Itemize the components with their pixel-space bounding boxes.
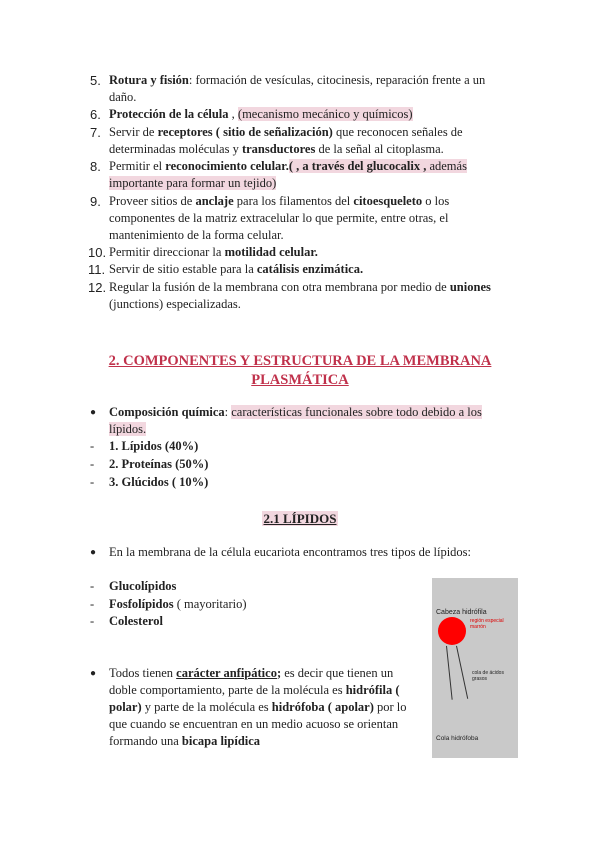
tail-line-icon: [446, 646, 453, 700]
list-item: [90, 279, 510, 313]
text-segment: o los componentes de la matriz extracelular lo que permite, entre otras, el mantenimiento de la forma celular.: [109, 194, 450, 242]
text-segment: ( , a través del glucocalix ,: [288, 159, 430, 173]
list-text: [109, 158, 510, 192]
list-number: 9.: [90, 194, 101, 209]
figure-head-label: Cabeza hidrófila: [436, 609, 487, 616]
list-number: 11.: [88, 262, 106, 277]
lipid-type: - Glucolípidos: [90, 579, 177, 593]
text-segment: Rotura y fisión: [109, 73, 189, 87]
composition-bullet: ● Composición química: características funcionales sobre todo debido a los lípidos.: [90, 405, 482, 436]
lipid-type: - Colesterol: [90, 614, 163, 628]
text-segment: Permitir el: [109, 159, 166, 173]
text-segment: y parte de la molécula es: [141, 700, 272, 714]
figure-tails-label: cola de ácidos grasos: [472, 670, 504, 682]
text-segment: hidrófila ( polar): [109, 683, 400, 714]
text-segment: carácter anfipático: [176, 666, 277, 680]
lipids-intro: En la membrana de la célula eucariota encontramos tres tipos de lípidos:: [109, 545, 472, 559]
text-segment: motilidad celular.: [224, 245, 318, 259]
list-number: 12.: [88, 280, 107, 295]
text-segment: reconocimiento celular.: [165, 159, 289, 173]
text-segment: es decir que tienen un doble comportamiento, parte de la molécula es: [109, 666, 394, 697]
list-text: [109, 72, 510, 106]
list-number: 5.: [90, 73, 101, 88]
text-segment: Todos tienen: [109, 666, 177, 680]
list-number: 6.: [90, 107, 101, 122]
list-item: [90, 106, 510, 123]
text-segment: Servir de sitio estable para la: [109, 262, 257, 276]
composition-item: - 2. Proteínas (50%): [90, 457, 209, 471]
text-segment: anclaje: [195, 194, 234, 208]
text-segment: Proveer sitios de: [109, 194, 196, 208]
list-text: [109, 193, 510, 244]
composition-item: - 1. Lípidos (40%): [90, 439, 199, 453]
list-number: 7.: [90, 125, 101, 140]
text-segment: para los filamentos del: [233, 194, 354, 208]
text-segment: que reconocen señales de determinadas moléculas y: [109, 125, 463, 156]
composition-text: características funcionales sobre todo debido a los lípidos.: [109, 405, 482, 436]
figure-tail-label: Cola hidrófoba: [436, 735, 479, 742]
text-segment: Servir de: [109, 125, 158, 139]
text-segment: (mecanismo mecánico y químicos): [237, 107, 413, 121]
list-number: 8.: [90, 159, 101, 174]
text-segment: Permitir direccionar la: [109, 245, 225, 259]
list-item: [90, 261, 510, 278]
text-segment: ,: [228, 107, 238, 121]
subsection-heading: 2.1 LÍPIDOS: [263, 511, 337, 526]
text-segment: transductores: [241, 142, 316, 156]
text-segment: receptores ( sitio de señalización): [157, 125, 333, 139]
text-segment: Regular la fusión de la membrana con otra membrana por medio de: [109, 280, 450, 294]
list-number: 10.: [88, 245, 107, 260]
list-text: [109, 106, 510, 123]
text-segment: Protección de la célula: [109, 107, 229, 121]
text-segment: hidrófoba ( apolar): [271, 700, 374, 714]
list-item: [90, 193, 510, 244]
list-text: [109, 279, 510, 313]
list-text: [109, 244, 510, 261]
text-segment: uniones: [449, 280, 491, 294]
text-segment: bicapa lipídica: [181, 734, 261, 748]
bullet-dot-icon: ●: [90, 547, 97, 558]
text-segment: además importante para formar un tejido): [109, 159, 467, 190]
list-text: [109, 124, 510, 158]
amphipathic-bullet: [90, 665, 420, 750]
bullet-dot-icon: ●: [90, 407, 97, 418]
tail-line-icon: [456, 646, 468, 699]
text-segment: de la señal al citoplasma.: [315, 142, 444, 156]
text-segment: (junctions) especializadas.: [109, 297, 241, 311]
text-segment: ;: [276, 666, 285, 680]
composition-item: - 3. Glúcidos ( 10%): [90, 475, 209, 489]
list-item: [90, 158, 510, 192]
section-heading: [100, 352, 500, 390]
lipid-type: - Fosfolípidos ( mayoritario): [90, 597, 247, 611]
list-item: [90, 72, 510, 106]
lipids-intro-bullet: [90, 544, 510, 561]
list-text: [109, 261, 510, 278]
phospholipid-figure: [432, 578, 518, 758]
text-segment: catálisis enzimática.: [256, 262, 364, 276]
section-heading-line1: 2. COMPONENTES Y ESTRUCTURA DE LA MEMBRANA: [108, 353, 492, 369]
composition-label: Composición química: [109, 405, 225, 419]
bullet-dot-icon: ●: [90, 668, 97, 679]
list-item: [90, 124, 510, 158]
text-segment: : formación de vesículas, citocinesis, reparación frente a un daño.: [109, 73, 486, 104]
figure-region-label: región especial marrón: [470, 618, 504, 630]
text-segment: citoesqueleto: [353, 194, 423, 208]
amphipathic-text: [109, 665, 420, 750]
section-heading-line2: PLASMÁTICA: [251, 372, 349, 388]
list-item: [90, 244, 510, 261]
text-segment: por lo que cuando se encuentran en un medio acuoso se orientan formando una: [109, 700, 407, 748]
phospholipid-head-icon: [437, 616, 467, 646]
